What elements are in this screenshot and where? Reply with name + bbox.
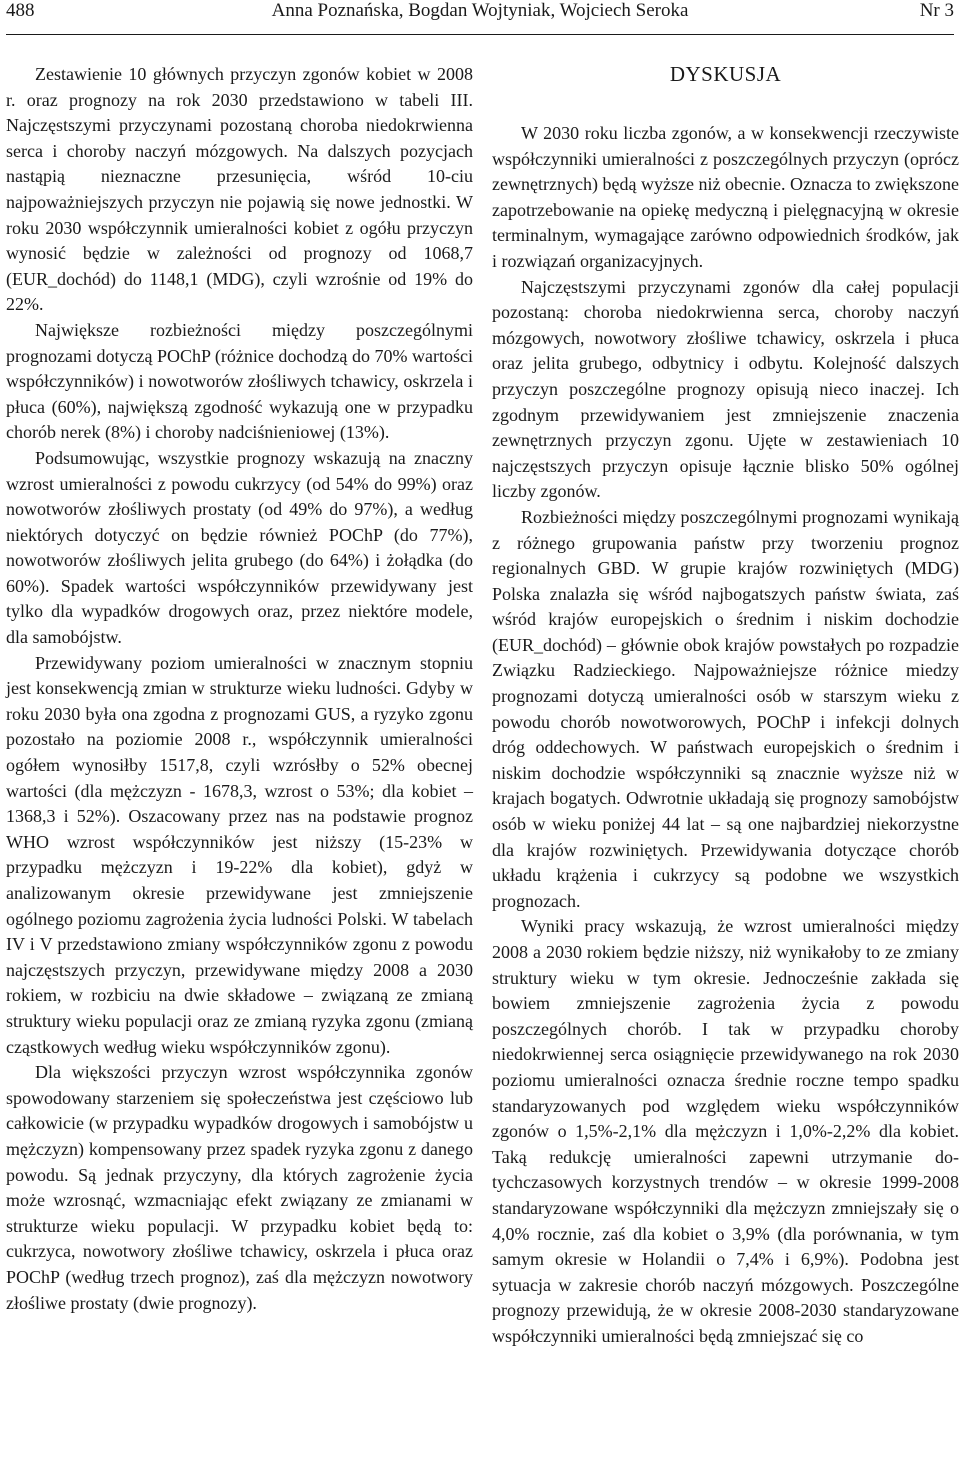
paragraph: Rozbieżności między poszczególnymi prognozami wynikają z różnego grupowania państw przy tworzeniu prognoz regionalnych GBD. W grupie krajów rozwiniętych (MDG) Polska znalazła się wśród najbogatszych państw świata, zaś wśród krajów europejskich o średnim i niskim dochodzie (EUR_dochód) – głównie obok krajów powstałych po rozpadzie Związku Radzieckiego. Najpoważniejsze różnice miedzy prognozami dotyczą umieralności osób w starszym wieku z powodu chorób nowotworowych, POChP i infekcji dolnych dróg oddechowych. W państwach europejskich o średnim i niskim dochodzie współczynniki są znacznie wyższe niż w krajach bogatych. Odwrotnie układają się prognozy samobójstw osób w wieku poniżej 44 lat – są one najbardziej niekorzystne dla krajów rozwiniętych. Przewidywania dotyczące chorób układu krążenia i cukrzycy są podobne we wszystkich prognozach. [492, 506, 959, 911]
paragraph: W 2030 roku liczba zgonów, a w konsekwencji rzeczywiste współczynniki umieralności z poszczególnych przyczyn (oprócz zewnętrznych) będą wyższe niż obecnie. Oznacza to zwiększone zapotrzebowanie na opiekę medyczną i pielęgnacyjną w okresie terminalnym, wymagające zarówno odpowiednich środków, jak i rozwiązań organizacyjnych. [492, 123, 959, 271]
section-heading: DYSKUSJA [669, 62, 782, 86]
paragraph: Podsumowując, wszystkie prognozy wskazują na znaczny wzrost umieralności z powodu cukrzycy (od 54% do 99%) oraz nowotworów złośliwych prostaty (od 49% do 97%), a według niektórych dotyczyć on będzie również POChP (do 77%), nowotworów złośliwych jelita grubego (do 64%) i żołądka (do 60%). Spadek wartości współczynników przewidywany jest tylko dla wypadków drogowych oraz, przez niektóre modele, dla samobójstw. [6, 447, 473, 648]
left-column [6, 62, 473, 1316]
paragraph: Zestawienie 10 głównych przyczyn zgonów kobiet w 2008 r. oraz prognozy na rok 2030 przedstawiono w tabeli III. Najczęstszymi przyczynami pozostaną choroba niedokrwienna serca i choroby naczyń mózgowych. Na dalszych pozycjach nastąpią nieznaczne przesunięcia, wśród 10-ciu najpoważniejszych przyczyn nie pojawią się nowe jednostki. W roku 2030 współczynnik umieralności kobiet z ogółu przyczyn wynosić będzie w zależności od prognozy od 1068,7 (EUR_dochód) do 1148,1 (MDG), czyli wzrośnie od 19% do 22%. [6, 64, 473, 315]
running-header [0, 0, 960, 42]
issue-number: Nr 3 [919, 0, 954, 21]
header-rule [6, 34, 954, 35]
paragraph: Największe rozbieżności między poszczególnymi prognozami dotyczą POChP (różnice dochodzą do 70% wartości współczynników) i nowotworów złośliwych tchawicy, oskrzela i płuca (60%), największą zgodność wykazują one w przypadku chorób nerek (8%) i choroby nadciśnieniowej (13%). [6, 319, 473, 443]
paragraph: Przewidywany poziom umieralności w znacznym stopniu jest konsekwencją zmian w strukturze wieku ludności. Gdyby w roku 2030 była ona zgodna z prognozami GUS, a ryzyko zgonu pozostało na poziomie 2008 r., współczynnik umieralności ogółem wynosiłby 1517,8, czyli wzrósłby o 52% obecnej wartości (dla mężczyzn - 1678,3, wzrost o 53%; dla kobiet – 1368,3 i 52%). Oszacowany przez nas na podstawie prognoz WHO wzrost współczynników jest niższy (15-23% w przypadku mężczyzn i 19-22% dla kobiet), gdyż w analizowanym okresie przewidywane jest zmniejszenie ogólnego poziomu zagrożenia życia ludności Polski. W tabelach IV i V przedstawiono zmiany współczynników zgonu z powodu najczęstszych przyczyn, przewidywane między 2008 a 2030 rokiem, w rozbiciu na dwie składowe – związaną ze zmianą struktury wieku populacji oraz ze zmianą ryzyka zgonu (zmianą cząstkowych według wieku współczynników zgonu). [6, 652, 473, 1057]
right-column [492, 62, 959, 1350]
page-number: 488 [6, 0, 35, 21]
running-authors: Anna Poznańska, Bogdan Wojtyniak, Wojciech Seroka [271, 0, 689, 21]
paragraph: Najczęstszymi przyczynami zgonów dla całej populacji pozostaną: choroba niedokrwienna serca, choroby naczyń mózgowych, nowotwory złośliwe tchawicy, oskrzela i płuca oraz jelita grubego, odbytnicy i odbytu. Kolejność dalszych przyczyn poszczególne prognozy opisują nieco inaczej. Ich zgodnym przewidywaniem jest zmniejszenie znaczenia zewnętrznych przyczyn zgonu. Ujęte w zestawieniach 10 najczęstszych przyczyn opisuje łącznie blisko 50% ogólnej liczby zgonów. [492, 276, 959, 502]
paragraph: Wyniki pracy wskazują, że wzrost umieralności między 2008 a 2030 rokiem będzie niższy, niż wynikałoby to ze zmiany struktury wieku w tym okresie. Jednocześnie zakłada się bowiem zmniejszenie zagrożenia życia z powodu poszczególnych chorób. I tak w przypadku choroby niedokrwiennej serca osiągnięcie przewidywanego na rok 2030 poziomu umieralności oznacza średnie roczne tempo spadku standaryzowanych pod względem wieku współczynników zgonów o 1,5%-2,1% dla mężczyzn i 1,0%-2,2% dla kobiet. Taką redukcję umieralności zapewni utrzymanie dotychczasowych korzystnych trendów – w okresie 1999-2008 standaryzowane współczynniki dla mężczyzn zmniejszały się o 4,0% rocznie, zaś dla kobiet o 3,9% (dla porównania, w tym samym okresie w Holandii o 7,4% i 6,9%). Podobna jest sytuacja w zakresie chorób naczyń mózgowych. Poszczególne prognozy przewidują, że w okresie 2008-2030 standaryzowane współczynniki umieralności będą zmniejszać się co [492, 916, 959, 1346]
paragraph: Dla większości przyczyn wzrost współczynnika zgonów spowodowany starzeniem się społeczeństwa jest częściowo lub całkowicie (w przypadku wypadków drogowych i samobójstw u mężczyzn) kompensowany przez spadek ryzyka zgonu z danego powodu. Są jednak przyczyny, dla których zagrożenie życia może wzrosnąć, wzmacniając efekt związany ze zmianami w strukturze wieku populacji. W przypadku kobiet będą to: cukrzyca, nowotwory złośliwe tchawicy, oskrzela i płuca oraz POChP (według trzech prognoz), zaś dla mężczyzn nowotwory złośliwe prostaty (dwie prognozy). [6, 1062, 473, 1313]
